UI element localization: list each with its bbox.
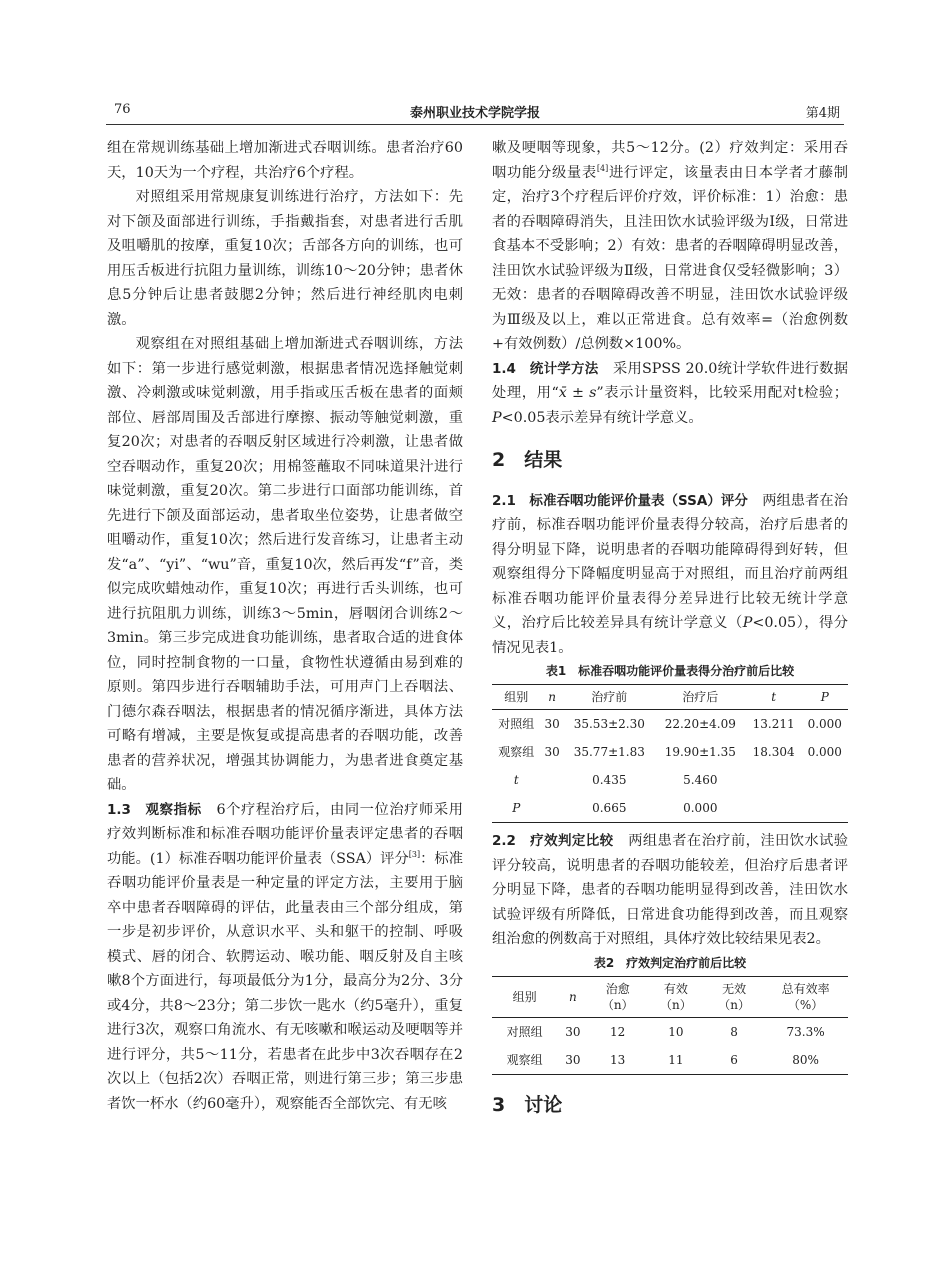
table-cell: 35.77±1.83: [573, 745, 645, 759]
table-cell: 0.000: [807, 745, 842, 759]
table-cell: [540, 766, 563, 794]
table-cell: 11: [647, 1046, 705, 1075]
table-cell: 30: [565, 1024, 581, 1039]
table-header-row: [492, 976, 848, 1017]
table-cell: 35.53±2.30: [573, 717, 645, 731]
subsection-heading: 2.2 疗效判定比较: [492, 833, 614, 849]
cell-text: t: [513, 773, 519, 787]
header-cell: [540, 685, 563, 710]
paragraph: 对照组采用常规康复训练进行治疗，方法如下：先对下颌及面部进行训练，手指戴指套，对患者进行舌肌及咀嚼肌的按摩，重复10次；舌部各方向的训练，也可用压舌板进行抗阻力量训练，训练10～20分钟；患者休息5分钟后让患者鼓腮2分钟；然后进行神经肌肉电刺激。: [107, 189, 463, 328]
table-cell: [492, 794, 540, 823]
table-row: [492, 1017, 848, 1046]
table-cell: 18.304: [752, 745, 795, 759]
subsection-heading: 1.3 观察指标: [107, 801, 202, 818]
header-unit: （%）: [787, 997, 824, 1012]
paragraph: [107, 798, 463, 1117]
subsection-heading: 2.1 标准吞咽功能评价量表（SSA）评分: [492, 492, 748, 509]
header-unit: （n）: [718, 997, 750, 1012]
header-cell: 组别: [492, 976, 557, 1017]
text-run: 两组患者在治疗前，洼田饮水试验评分较高，说明患者的吞咽功能较差，但治疗后患者评分明显下降，患者的吞咽功能明显得到改善，洼田饮水试验评级有所降低，日常进食功能得到改善，而且观察组治愈的例数高于对照组，具体疗效比较结果见表2。: [492, 833, 849, 947]
header-cell: [763, 976, 848, 1017]
table-cell: 10: [668, 1024, 684, 1039]
text-run: <0.05表示差异有统计学意义。: [501, 409, 703, 426]
page-header: [106, 98, 844, 125]
table-cell: 80%: [763, 1046, 848, 1075]
header-text: P: [820, 690, 829, 704]
table-cell: 对照组: [498, 717, 535, 731]
table-row: [492, 1046, 848, 1075]
math-symbol: P: [742, 615, 753, 631]
text-run: 两组患者在治疗前，标准吞咽功能评价量表得分较高，治疗后患者的得分明显下降，说明患者的吞咽功能障碍得到好转，但观察组得分下降幅度明显高于对照组，而且治疗前两组标准吞咽功能评价量表得分差异进行比较无统计学意义，治疗后比较差异具有统计学意义（: [492, 492, 849, 631]
page-number: 76: [114, 102, 131, 117]
table-cell: 0.000: [655, 794, 746, 823]
header-cell: [746, 685, 802, 710]
citation: [3]: [408, 849, 421, 859]
table-cell: 5.460: [683, 773, 718, 787]
table-row: [492, 794, 848, 823]
table-cell: 0.000: [807, 717, 842, 731]
table-cell: 22.20±4.09: [664, 717, 736, 731]
left-column: [107, 136, 463, 1116]
header-text: n: [548, 690, 556, 704]
table-cell: 观察组: [492, 1046, 557, 1075]
subsection-heading: 1.4 统计学方法: [492, 360, 599, 377]
header-text: 治愈: [605, 981, 630, 996]
table-caption: 表2 疗效判定治疗前后比较: [593, 955, 747, 970]
paragraph: [492, 829, 848, 952]
header-text: 无效: [722, 981, 747, 996]
math-symbol: P: [492, 409, 502, 426]
header-unit: （n）: [660, 997, 692, 1012]
paragraph: 组在常规训练基础上增加渐进式吞咽训练。患者治疗60天，10天为一个疗程，共治疗6个疗程。: [107, 140, 463, 181]
text-run: <0.05），得分情况见表1。: [492, 615, 848, 656]
section-heading: 2 结果: [492, 449, 563, 471]
table-header-row: [492, 685, 848, 710]
table-cell: 0.435: [592, 773, 627, 787]
paragraph: [492, 136, 848, 357]
table-cell: 观察组: [498, 745, 535, 759]
table-row: [492, 766, 848, 794]
table-cell: 13: [589, 1046, 647, 1075]
table-cell: 12: [610, 1024, 626, 1039]
table-cell: 13.211: [752, 717, 795, 731]
header-text: n: [569, 989, 577, 1004]
paragraph: 观察组在对照组基础上增加渐进式吞咽训练，方法如下：第一步进行感觉刺激，根据患者情况选择触觉刺激、冷刺激或味觉刺激，用手指或压舌板在患者的面颊部位、唇部周围及舌部进行摩擦、振动等触觉刺激，重复20次；对患者的吞咽反射区域进行冷刺激，让患者做空吞咽动作，重复20次；用棉签蘸取不同味道果汁进行味觉刺激，重复20次。第二步进行口面部功能训练，首先进行下颌及面部运动，患者取坐位姿势，让患者做空咀嚼动作，重复10次；然后进行发音练习，让患者主动发“a”、“yi”、“wu”音，重复10次，然后再发“f”音，类似完成吹蜡烛动作，重复10次；再进行舌头训练，也可进行抗阻肌力训练，训练3～5min，唇咽闭合训练2～3min。第三步完成进食功能训练，患者取合适的进食体位，同时控制食物的一口量，食物性状遵循由易到难的原则。第四步进行吞咽辅助手法，可用声门上吞咽法、门德尔森吞咽法，根据患者的情况循序渐进，具体方法可略有增减，主要是恢复或提高患者的吞咽功能，改善患者的营养状况，增强其协调能力，为患者进食奠定基础。: [107, 336, 463, 793]
table-row: [492, 710, 848, 739]
text-run: 采用SPSS 20.0统计学软件进行数据处理，用“: [492, 360, 848, 401]
table-cell: [802, 794, 849, 823]
header-cell: [802, 685, 849, 710]
header-text: 有效: [663, 981, 688, 996]
table-row: [492, 738, 848, 766]
header-text: 总有效率: [781, 981, 830, 996]
table-cell: [746, 794, 802, 823]
table-cell: 73.3%: [786, 1024, 825, 1039]
header-cell: 组别: [492, 685, 540, 710]
text-run: ”表示计量资料，比较采用配对t检验；: [596, 385, 848, 401]
section-heading: 3 讨论: [492, 1093, 563, 1116]
text-run: 进行评定，该量表由日本学者才藤制定，治疗3个疗程后评价疗效，评价标准：1）治愈：患者的吞咽障碍消失，且洼田饮水试验评级为Ⅰ级，日常进食基本不受影响；2）有效：患者的吞咽障碍明显改善，洼田饮水试验评级为Ⅱ级，日常进食仅受轻微影响；3）无效：患者的吞咽障碍改善不明显，洼田饮水试验评级为Ⅲ级及以上，难以正常进食。总有效率=（治愈例数+有效例数）/总例数×100%。: [492, 164, 849, 352]
header-unit: （n）: [601, 997, 634, 1012]
paragraph: [492, 357, 848, 431]
table-cell: 对照组: [506, 1024, 543, 1039]
table-cell: 8: [730, 1024, 738, 1039]
text-run: 6个疗程治疗后，由同一位治疗师采用疗效判断标准和标准吞咽功能评价量表评定患者的吞咽功能。(1）标准吞咽功能评价量表（SSA）评分: [107, 801, 463, 867]
table-cell: 30: [557, 1046, 588, 1075]
text-run: ：标准吞咽功能评价量表是一种定量的评定方法，主要用于脑卒中患者吞咽障碍的评估，此量表由三个部分组成，第一步是初步评价，从意识水平、头和躯干的控制、呼吸模式、唇的闭合、软腭运动、喉功能、咽反射及自主咳嗽8个方面进行，每项最低分为1分，最高分为2分、3分或4分，共8～23分；第二步饮一匙水（约5毫升），重复进行3次，观察口角流水、有无咳嗽和喉运动及哽咽等并进行评分，共5～11分，若患者在此步中3次吞咽存在2次以上（包括2次）吞咽正常，则进行第三步；第三步患者饮一杯水（约60毫升），观察能否全部饮完、有无咳: [107, 850, 463, 1112]
table-cell: [802, 766, 849, 794]
table-cell: [492, 766, 540, 794]
table-caption: 表1 标准吞咽功能评价量表得分治疗前后比较: [545, 664, 795, 678]
table-cell: [746, 766, 802, 794]
issue-label: 第4期: [805, 106, 840, 121]
header-cell: [589, 976, 647, 1017]
table-efficacy: [492, 976, 848, 1075]
header-cell: [557, 976, 588, 1017]
text-run: 嗽及哽咽等现象，共5～12分。(2）疗效判定：采用吞咽功能分级量表: [492, 140, 848, 181]
table-cell: 0.665: [564, 794, 655, 823]
header-cell: 治疗后: [655, 685, 746, 710]
citation: [4]: [596, 163, 609, 173]
header-text: t: [771, 690, 777, 704]
table-cell: 6: [705, 1046, 763, 1075]
journal-title: 泰州职业技术学院学报: [409, 106, 540, 121]
table-cell: 19.90±1.35: [664, 745, 736, 759]
header-cell: [705, 976, 763, 1017]
header-cell: 治疗前: [564, 685, 655, 710]
header-cell: [647, 976, 705, 1017]
paragraph: [492, 489, 848, 661]
table-ssa-scores: [492, 684, 848, 823]
math-expression: x̄ ± s: [558, 385, 597, 401]
cell-text: P: [512, 801, 521, 815]
table-cell: 30: [544, 717, 560, 731]
right-column: [492, 136, 848, 1133]
table-cell: [540, 794, 563, 823]
table-cell: 30: [544, 745, 560, 759]
